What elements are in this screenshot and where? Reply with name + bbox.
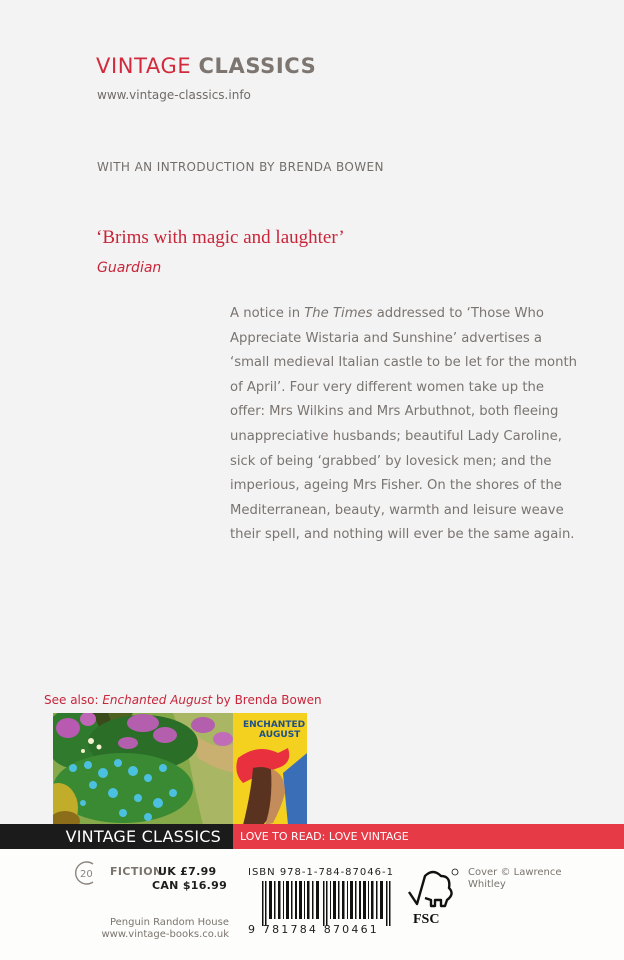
- barcode-digits: 9 781784 870461: [248, 923, 379, 936]
- enchanted-august-cover-art: [233, 713, 307, 825]
- blurb-line: imperious, ageing Mrs Fisher. On the shores of the: [230, 478, 562, 494]
- blurb-text: A notice in: [230, 306, 305, 321]
- blurb-line: [230, 302, 610, 327]
- blurb-line: Mediterranean, beauty, warmth and leisure weave: [230, 502, 564, 518]
- tagline-banner: [233, 824, 624, 849]
- isbn-label: ISBN 978-1-784-87046-1: [248, 867, 394, 878]
- blurb-line: of April’. Four very different women take up the: [230, 379, 544, 395]
- blurb-line: their spell, and nothing will ever be the same again.: [230, 527, 575, 543]
- publisher-website: www.vintage-books.co.uk: [101, 929, 229, 940]
- price-can: CAN $16.99: [152, 879, 228, 892]
- svg-text:20: 20: [80, 869, 93, 880]
- blurb-line: Appreciate Wistaria and Sunshine’ advertises a: [230, 330, 542, 346]
- brand-secondary: CLASSICS: [198, 54, 317, 78]
- series-name: VINTAGE CLASSICS: [65, 827, 221, 846]
- brand-logo: [96, 54, 316, 78]
- price-uk: UK £7.99: [158, 865, 217, 878]
- review-source: Guardian: [97, 260, 162, 276]
- see-also-title: Enchanted August: [102, 693, 213, 707]
- cover-painting: [53, 713, 234, 825]
- series-banner: [0, 824, 233, 849]
- svg-text:FSC: FSC: [413, 912, 440, 926]
- blurb-line: offer: Mrs Wilkins and Mrs Arbuthnot, both fleeing: [230, 404, 559, 420]
- fsc-logo-icon: [405, 866, 460, 926]
- garden-illustration: [53, 713, 234, 825]
- blurb-line: unappreciative husbands; beautiful Lady Caroline,: [230, 428, 562, 444]
- see-also: [44, 693, 322, 707]
- blurb-line: sick of being ‘grabbed’ by lovesick men; and the: [230, 453, 552, 469]
- tagline: LOVE TO READ: LOVE VINTAGE: [240, 830, 409, 843]
- publisher-url: www.vintage-classics.info: [97, 88, 251, 102]
- review-quote: ‘Brims with magic and laughter’: [96, 227, 345, 248]
- blurb-text: addressed to ‘Those Who: [372, 306, 544, 321]
- publisher-info: [95, 917, 229, 941]
- enchanted-august-cover[interactable]: [233, 713, 307, 825]
- see-also-prefix: See also:: [44, 693, 103, 707]
- see-also-author: by Brenda Bowen: [212, 693, 322, 707]
- book-blurb: [230, 302, 610, 548]
- barcode-icon: [262, 881, 392, 926]
- newspaper-title: The Times: [304, 306, 373, 321]
- blurb-line: ‘small medieval Italian castle to be let for the month: [230, 355, 578, 371]
- brand-primary: VINTAGE: [96, 54, 192, 78]
- introduction-credit: WITH AN INTRODUCTION BY BRENDA BOWEN: [97, 160, 384, 174]
- svg-text:AUGUST: AUGUST: [259, 730, 301, 740]
- cover-credit: Cover © Lawrence Whitley: [468, 867, 562, 890]
- svg-text:ENCHANTED: ENCHANTED: [243, 720, 306, 730]
- publisher-name: Penguin Random House: [109, 917, 229, 928]
- c20-logo-icon: [73, 860, 99, 886]
- category-label: FICTION: [110, 865, 163, 878]
